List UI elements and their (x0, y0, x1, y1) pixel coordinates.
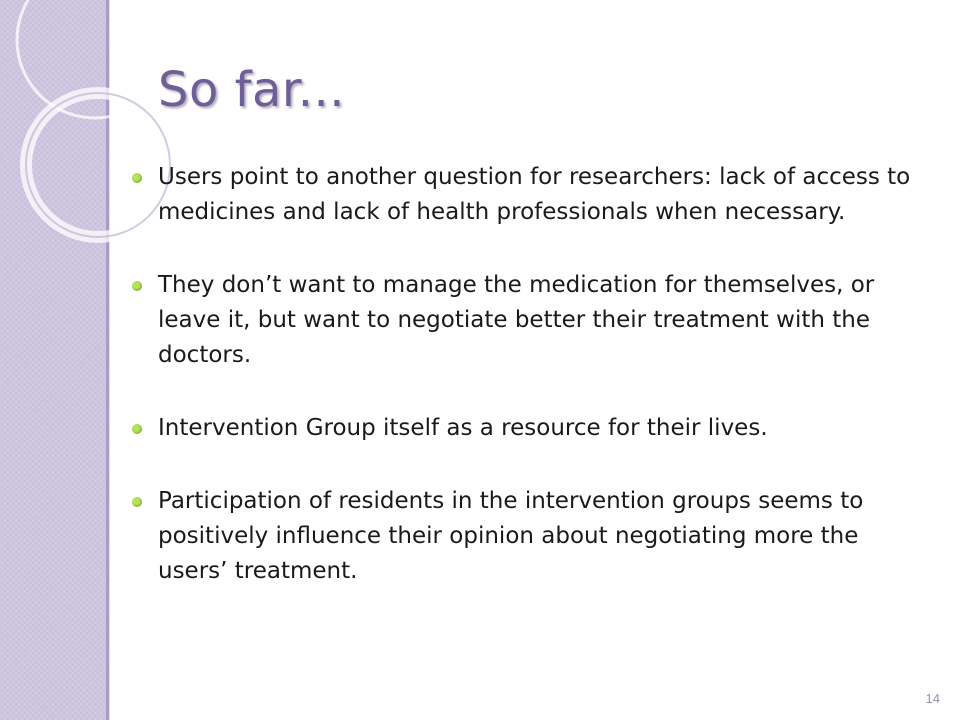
bullet-text: Users point to another question for researchers: lack of access to medicines and lack of health professionals when necessary. (158, 164, 911, 225)
bullet-item (132, 484, 932, 589)
green-dot-icon (132, 173, 142, 183)
green-dot-icon (132, 497, 142, 507)
green-dot-icon (132, 424, 142, 434)
slide-title: So far... (158, 62, 346, 118)
bullet-item (132, 160, 932, 230)
bullet-item (132, 268, 932, 373)
bullet-list (132, 160, 932, 589)
page-number: 14 (925, 691, 940, 706)
green-dot-icon (132, 281, 142, 291)
ring-large (17, 0, 173, 118)
bullet-text: Intervention Group itself as a resource for their lives. (158, 415, 768, 441)
bullet-text: They don’t want to manage the medication for themselves, or leave it, but want to negotiate better their treatment with the doctors. (158, 272, 875, 368)
bullet-text: Participation of residents in the intervention groups seems to positively influence their opinion about negotiating more the users’ treatment. (158, 488, 864, 584)
bullet-item (132, 411, 932, 446)
